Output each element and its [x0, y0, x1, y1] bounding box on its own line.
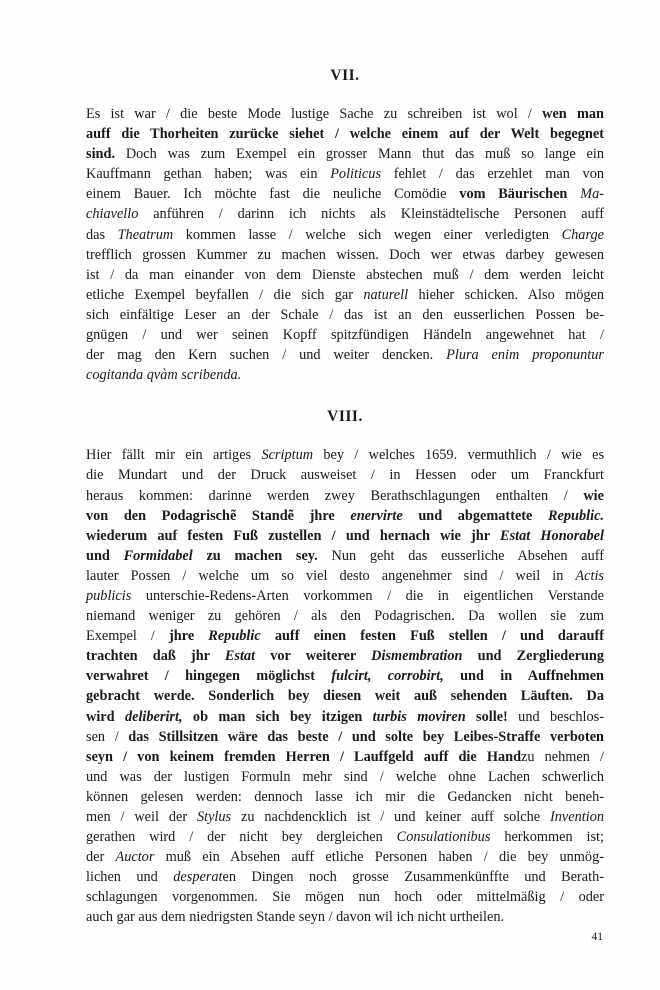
text-run: vor weiterer: [255, 648, 372, 665]
text-line: [86, 164, 604, 184]
text-run: sen /: [86, 728, 129, 745]
text-run: Kauffmann gethan haben; was ein: [86, 166, 331, 183]
text-line: [86, 827, 604, 847]
text-run: von den Podagrischẽ Standẽ jhre: [86, 507, 351, 524]
text-section: [86, 66, 604, 385]
text-line: [86, 144, 604, 164]
text-run: sich einfältige Leser an der Schale / das ist an den eusserlichen Possen be-: [86, 306, 604, 323]
text-line: [86, 225, 604, 245]
text-run: wen man: [542, 106, 604, 122]
text-line: [86, 867, 604, 887]
text-run: enervirte: [350, 507, 403, 524]
text-line: [86, 767, 604, 787]
text-run: Auctor: [115, 849, 155, 866]
text-line: [86, 807, 604, 827]
text-line: [86, 265, 604, 285]
text-line: [86, 465, 604, 485]
text-line: [86, 546, 604, 566]
text-line: [86, 747, 604, 767]
text-run: der mag den Kern suchen / und weiter dencken.: [86, 347, 447, 364]
text-run: en Dingen noch grosse Zusammenkünffte und Berath-: [222, 869, 604, 886]
text-run: gerathen wird / der nicht bey dergleichen: [86, 829, 397, 846]
text-run: einem Bauer. Ich möchte fast die neuliche Comödie: [86, 186, 460, 203]
text-run: das: [86, 226, 118, 243]
text-run: trachten daß jhr: [86, 648, 225, 665]
text-run: Ma-: [567, 186, 604, 203]
text-run: etliche Exempel beyfallen / die sich gar: [86, 286, 364, 303]
text-run: Estat: [224, 648, 256, 665]
text-run: Charge: [561, 226, 604, 243]
text-line: [86, 686, 604, 706]
text-run: zu nachdencklich ist / und keiner auff solche: [231, 809, 550, 825]
text-run: fulcirt, corrobirt,: [331, 668, 444, 685]
text-run: auff einen festen Fuß stellen / und darauff: [260, 628, 604, 645]
text-run: Exempel /: [86, 628, 170, 645]
text-run: men / weil der: [86, 809, 197, 825]
text-run: und was der lustigen Formuln mehr sind / welche ohne Lachen schwerlich: [86, 768, 604, 785]
text-run: und: [86, 547, 124, 564]
text-run: und Zergliederung: [462, 648, 604, 665]
text-run: zu machen sey.: [192, 547, 318, 564]
text-run: seyn / von keinem fremden Herren / Lauffgeld auff die Hand: [86, 748, 522, 765]
text-run: bey / welches 1659. vermuthlich / wie es: [313, 447, 605, 464]
text-run: jhre: [169, 628, 209, 645]
page-content: [86, 0, 604, 928]
text-line: [86, 245, 604, 265]
text-run: wiederum auf festen Fuß zustellen / und hernach wie jhr: [86, 527, 501, 544]
text-run: Estat Honorabel: [500, 527, 604, 544]
text-line: [86, 285, 604, 305]
text-run: anführen / darinn ich nichts als Kleinstädtelische Personen auff: [138, 206, 604, 223]
text-run: herkommen ist;: [490, 829, 604, 846]
text-run: gnügen / und wer seinen Kopff spitzfündigen Händeln angewehnet hat /: [86, 327, 604, 344]
text-section: [86, 407, 604, 927]
text-run: ist / da man einander von dem Dienste abstechen muß / dem werden leicht: [86, 266, 604, 283]
text-run: ob man sich bey itzigen: [182, 708, 373, 725]
text-line: [86, 184, 604, 204]
text-run: und in Auffnehmen: [443, 668, 605, 685]
text-run: der: [86, 849, 116, 866]
text-run: muß ein Absehen auff etliche Personen haben / die bey unmög-: [154, 849, 604, 866]
text-run: Doch was zum Exempel ein grosser Mann thut das muß so lange ein: [115, 146, 604, 163]
text-line: [86, 445, 604, 465]
text-run: Stylus: [196, 809, 232, 825]
text-run: die Mundart und der Druck ausweiset / in Hessen oder um Franckfurt: [86, 467, 604, 484]
text-run: Plura enim proponuntur: [446, 347, 604, 364]
text-line: [86, 887, 604, 907]
text-line: [86, 486, 604, 506]
text-run: lauter Possen / welche um so viel desto angenehmer sind / weil in: [86, 567, 576, 584]
text-run: und abgemattete: [402, 507, 548, 524]
text-run: verwahret / hingegen möglichst: [86, 668, 332, 685]
text-line: [86, 727, 604, 747]
page-number: 41: [591, 931, 603, 943]
text-line: [86, 124, 604, 144]
text-run: Consulationibus: [396, 829, 491, 846]
text-run: niemand weniger zu gehören / als den Podagrischen. Da wollen sie zum: [86, 608, 604, 625]
text-run: das Stillsitzen wäre das beste / und solte bey Leibes-Straffe verboten: [128, 728, 604, 745]
text-line: [86, 566, 604, 586]
section-heading: VIII.: [327, 408, 363, 426]
text-line: [86, 626, 604, 646]
text-run: wird: [86, 708, 125, 725]
text-line: [86, 345, 604, 365]
text-line: [86, 325, 604, 345]
text-line: [86, 907, 604, 927]
text-run: gebracht werde. Sonderlich bey diesen weit auß sehenden Läuften. Da: [86, 688, 604, 705]
paragraph: [86, 104, 604, 385]
text-run: auch gar aus dem niedrigsten Stande seyn / davon wil ich nicht urtheilen.: [86, 909, 505, 926]
text-run: zu nehmen /: [521, 748, 605, 765]
text-run: Formidabel: [123, 547, 193, 564]
text-line: [86, 104, 604, 124]
text-line: [86, 707, 604, 727]
text-run: Republic.: [548, 507, 604, 524]
text-run: Republic: [208, 628, 261, 645]
text-run: solle!: [465, 708, 508, 725]
text-run: Politicus: [330, 166, 382, 183]
text-line: [86, 606, 604, 626]
text-line: [86, 586, 604, 606]
text-run: lichen und: [86, 869, 174, 886]
text-run: fehlet / das erzehlet man von: [381, 166, 604, 183]
text-run: naturell: [363, 286, 409, 303]
text-run: sind.: [86, 146, 116, 163]
text-run: kommen lasse / welche sich wegen einer verledigten: [173, 226, 562, 243]
text-run: Dismembration: [371, 648, 463, 665]
text-run: cogitanda qvàm scribenda.: [86, 367, 242, 384]
text-line: [86, 526, 604, 546]
text-run: trefflich grossen Kummer zu machen wissen. Doch wer etwas darbey gewesen: [86, 246, 604, 263]
text-run: wie: [583, 487, 604, 504]
text-run: Hier fällt mir ein artiges: [86, 447, 262, 464]
text-run: vom Bäurischen: [459, 186, 568, 203]
text-run: hieher schicken. Also mögen: [408, 286, 604, 303]
text-line: [86, 365, 604, 385]
text-run: desperat: [173, 869, 223, 886]
text-run: turbis moviren: [372, 708, 466, 725]
text-run: Nun geht das eusserliche Absehen auff: [317, 547, 605, 564]
text-run: Es ist war / die beste Mode lustige Sache zu schreiben ist wol /: [86, 106, 543, 122]
text-line: [86, 506, 604, 526]
text-run: Scriptum: [261, 447, 314, 464]
text-run: Actis: [575, 567, 604, 584]
section-heading: VII.: [330, 67, 360, 84]
text-run: heraus kommen: darinne werden zwey Berathschlagungen enthalten /: [86, 487, 584, 504]
text-line: [86, 847, 604, 867]
paragraph: [86, 445, 604, 927]
text-run: publicis: [86, 587, 132, 604]
text-run: chiavello: [86, 206, 139, 223]
text-run: deliberirt,: [124, 708, 183, 725]
text-line: [86, 646, 604, 666]
text-run: Invention: [550, 809, 604, 825]
text-run: können gelesen werden: dennoch lasse ich mir die Gedancken nicht beneh-: [86, 788, 604, 805]
text-run: schlagungen vorgenommen. Sie mögen nun hoch oder mittelmäßig / oder: [86, 889, 604, 906]
text-run: und beschlos-: [507, 708, 604, 725]
text-line: [86, 204, 604, 224]
text-run: auff die Thorheiten zurücke siehet / welche einem auf der Welt begegnet: [86, 126, 604, 143]
text-line: [86, 666, 604, 686]
text-run: Theatrum: [117, 226, 174, 243]
text-line: [86, 305, 604, 325]
text-run: unterschie-Redens-Arten vorkommen / die in eigentlichen Verstande: [131, 587, 604, 604]
text-line: [86, 787, 604, 807]
